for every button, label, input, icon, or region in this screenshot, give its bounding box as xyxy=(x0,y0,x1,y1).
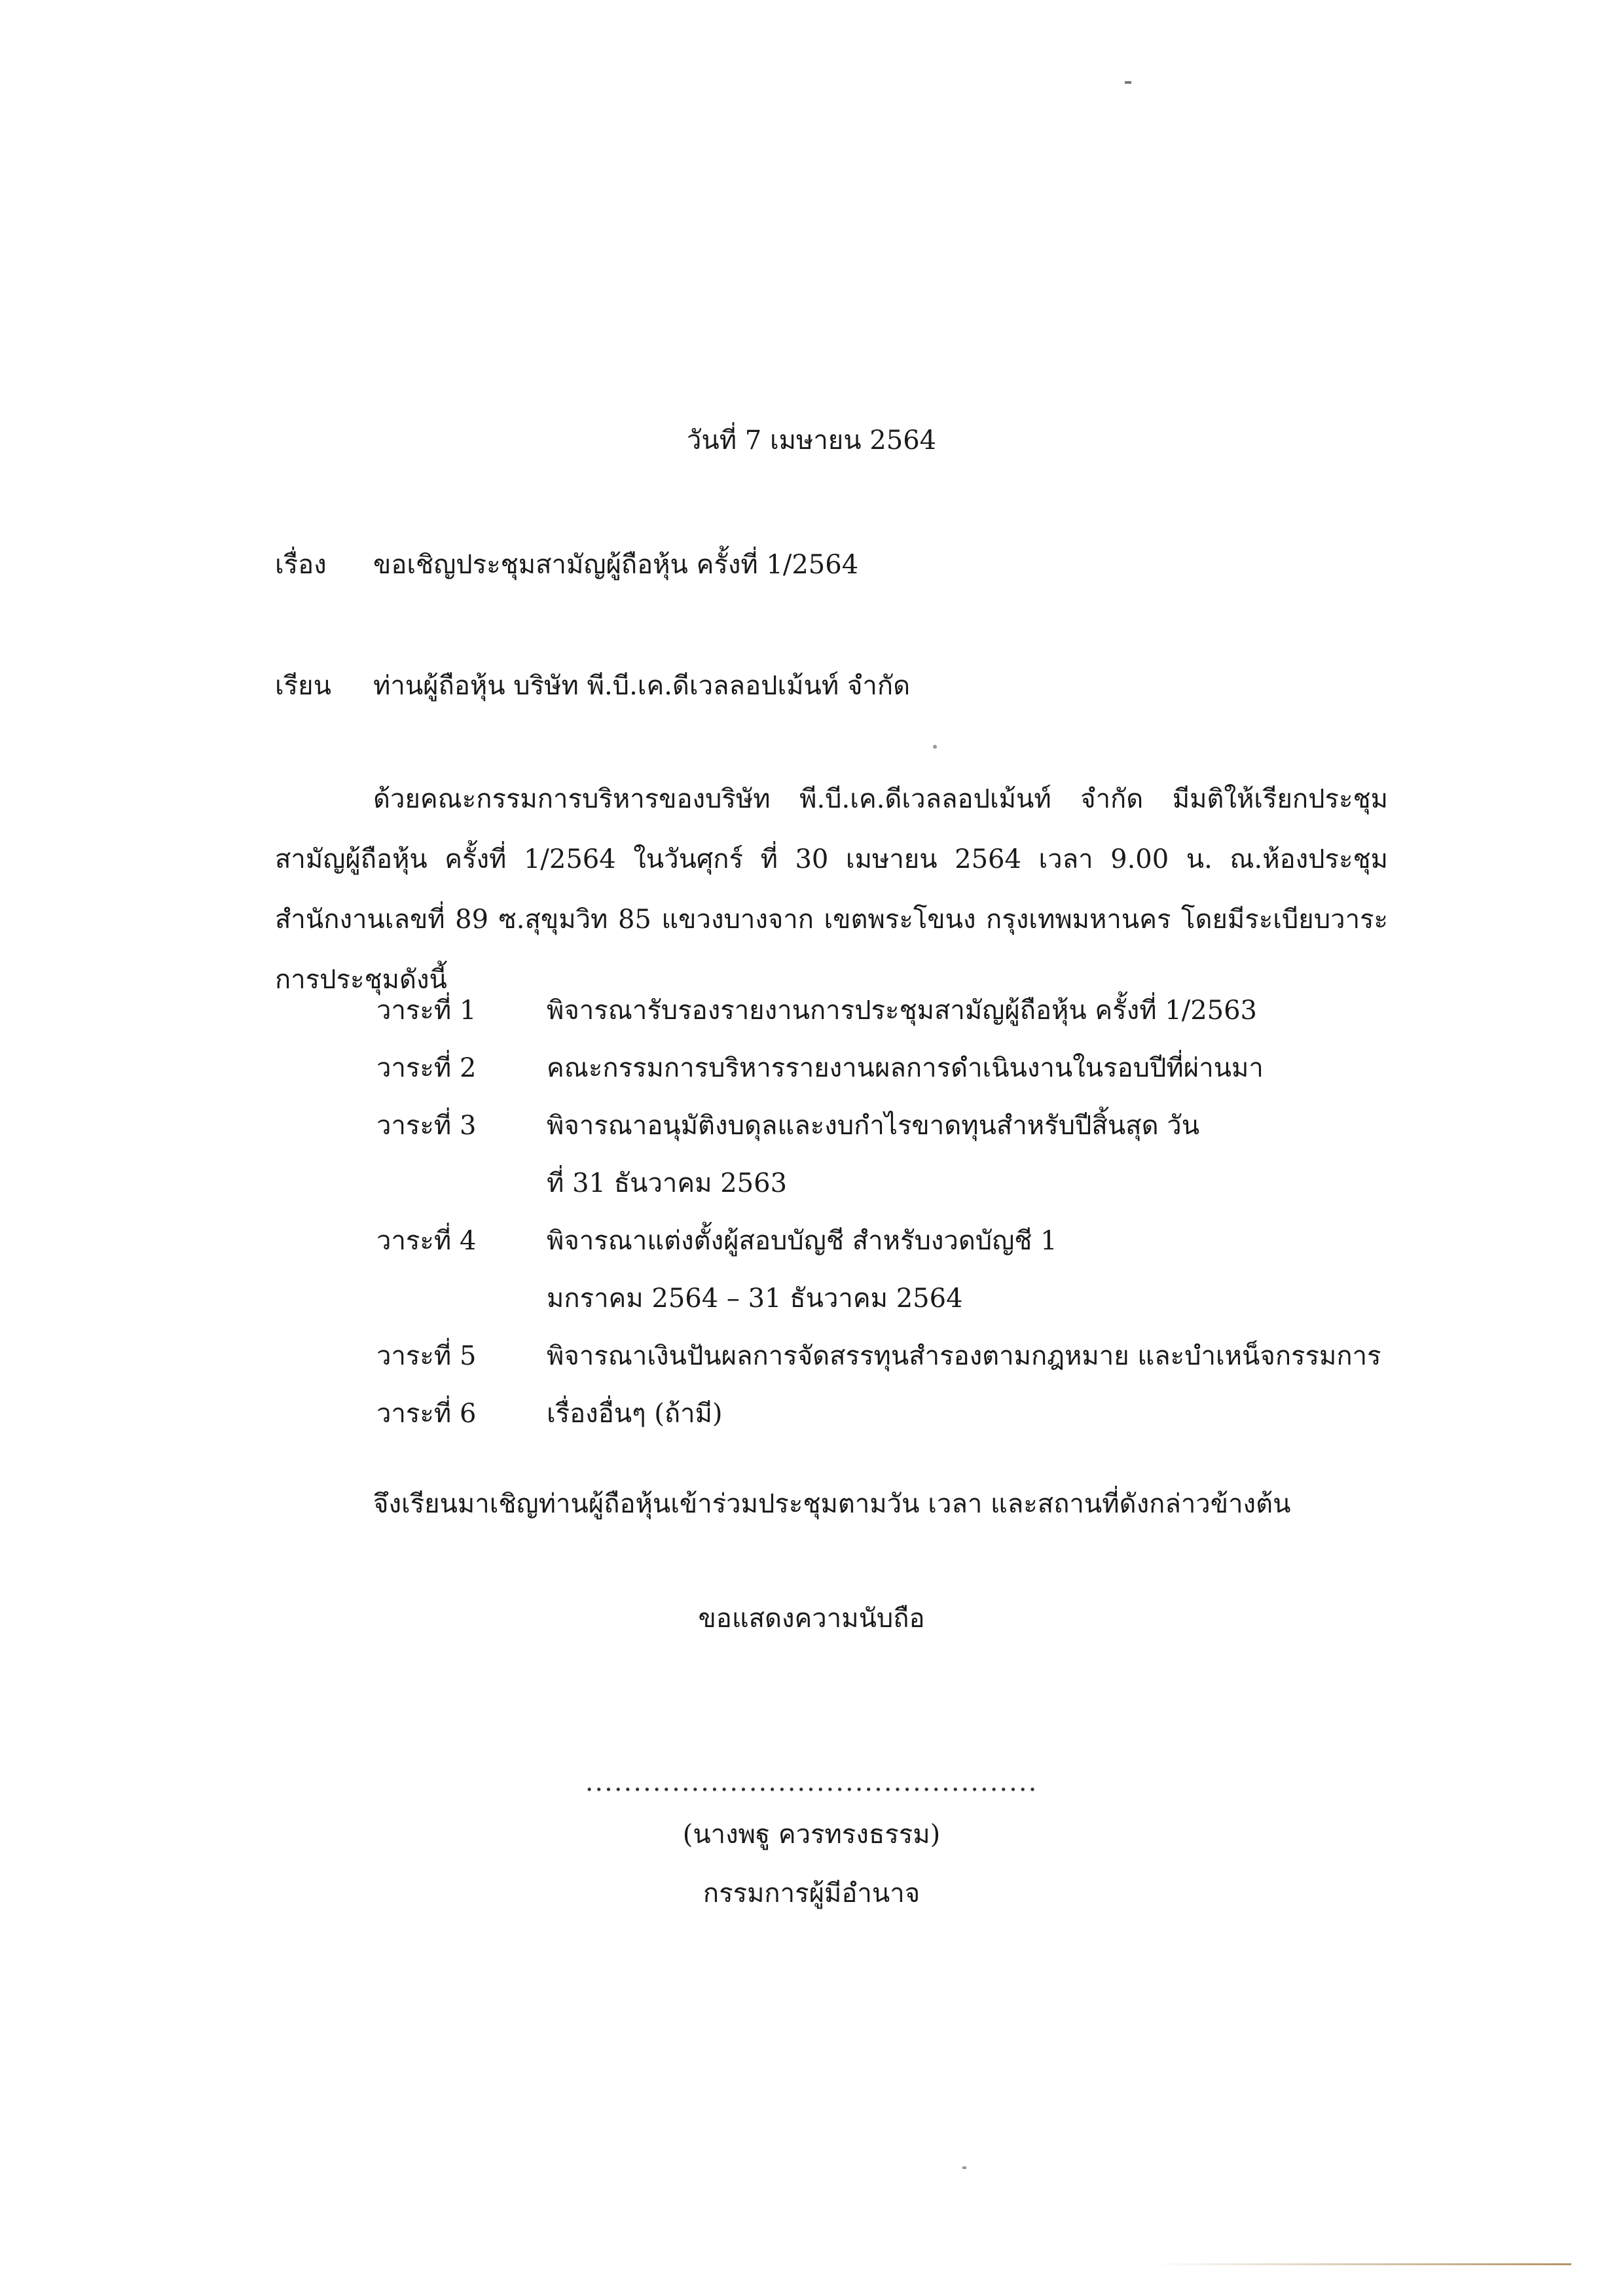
letter-date: วันที่ 7 เมษายน 2564 xyxy=(686,425,937,456)
agenda-description: พิจารณาแต่งตั้งผู้สอบบัญชี สำหรับงวดบัญชี 1 มกราคม 2564 – 31 ธันวาคม 2564 xyxy=(547,1226,1057,1314)
agenda-item xyxy=(376,982,1398,1039)
agenda-number: วาระที่ 6 xyxy=(376,1399,477,1429)
scan-speck xyxy=(933,745,937,749)
salutation-text: ท่านผู้ถือหุ้น บริษัท พี.บี.เค.ดีเวลลอปเม้นท์ จำกัด xyxy=(373,671,911,701)
agenda-description: พิจารณาอนุมัติงบดุลและงบกำไรขาดทุนสำหรับปีสิ้นสุด วันที่ 31 ธันวาคม 2563 xyxy=(547,1111,1200,1198)
agenda-number: วาระที่ 5 xyxy=(376,1341,477,1371)
agenda-number: วาระที่ 2 xyxy=(376,1053,477,1083)
agenda-item xyxy=(376,1039,1398,1097)
signer-name: (นางพฐู ควรทรงธรรม) xyxy=(682,1820,941,1850)
agenda-item xyxy=(376,1097,1398,1212)
agenda-number: วาระที่ 1 xyxy=(376,996,477,1026)
signer-title: กรรมการผู้มีอำนาจ xyxy=(702,1878,921,1909)
agenda-description: คณะกรรมการบริหารรายงานผลการดำเนินงานในรอบปีที่ผ่านมา xyxy=(547,1053,1264,1083)
closing-sentence: จึงเรียนมาเชิญท่านผู้ถือหุ้นเข้าร่วมประชุมตามวัน เวลา และสถานที่ดังกล่าวข้างต้น xyxy=(373,1489,1291,1519)
agenda-number: วาระที่ 4 xyxy=(376,1226,477,1256)
salutation-label: เรียน xyxy=(275,671,331,701)
agenda-number: วาระที่ 3 xyxy=(376,1111,477,1141)
agenda-description: พิจารณาเงินปันผลการจัดสรรทุนสำรองตามกฎหมาย และบำเหน็จกรรมการ xyxy=(547,1341,1381,1371)
agenda-list xyxy=(376,982,1398,1443)
complimentary-close: ขอแสดงความนับถือ xyxy=(698,1604,925,1634)
subject-text: ขอเชิญประชุมสามัญผู้ถือหุ้น ครั้งที่ 1/2564 xyxy=(373,550,859,580)
agenda-item xyxy=(376,1212,1398,1327)
scan-speck xyxy=(962,2166,966,2169)
scan-speck xyxy=(1125,81,1131,84)
agenda-description: พิจารณารับรองรายงานการประชุมสามัญผู้ถือหุ้น ครั้งที่ 1/2563 xyxy=(547,996,1257,1026)
subject-label: เรื่อง xyxy=(275,550,327,580)
scan-edge-line xyxy=(1152,2263,1571,2265)
agenda-item xyxy=(376,1327,1398,1385)
body-paragraph: ด้วยคณะกรรมการบริหารของบริษัท พี.บี.เค.ดีเวลลอปเม้นท์ จำกัด มีมติให้เรียกประชุมสามัญผู้ถือหุ้น ครั้งที่ 1/2564 ในวันศุกร์ ที่ 30 เมษายน 2564 เวลา 9.00 น. ณ.ห้องประชุม สำนักงานเลขที่ 89 ซ.สุขุมวิท 85 แขวงบางจาก เขตพระโขนง กรุงเทพมหานคร โดยมีระเบียบวาระการประชุมดังนี้ xyxy=(275,784,1388,995)
agenda-description: เรื่องอื่นๆ (ถ้ามี) xyxy=(547,1399,723,1429)
agenda-item xyxy=(376,1385,1398,1443)
signature-line: ............................................... xyxy=(585,1767,1038,1797)
